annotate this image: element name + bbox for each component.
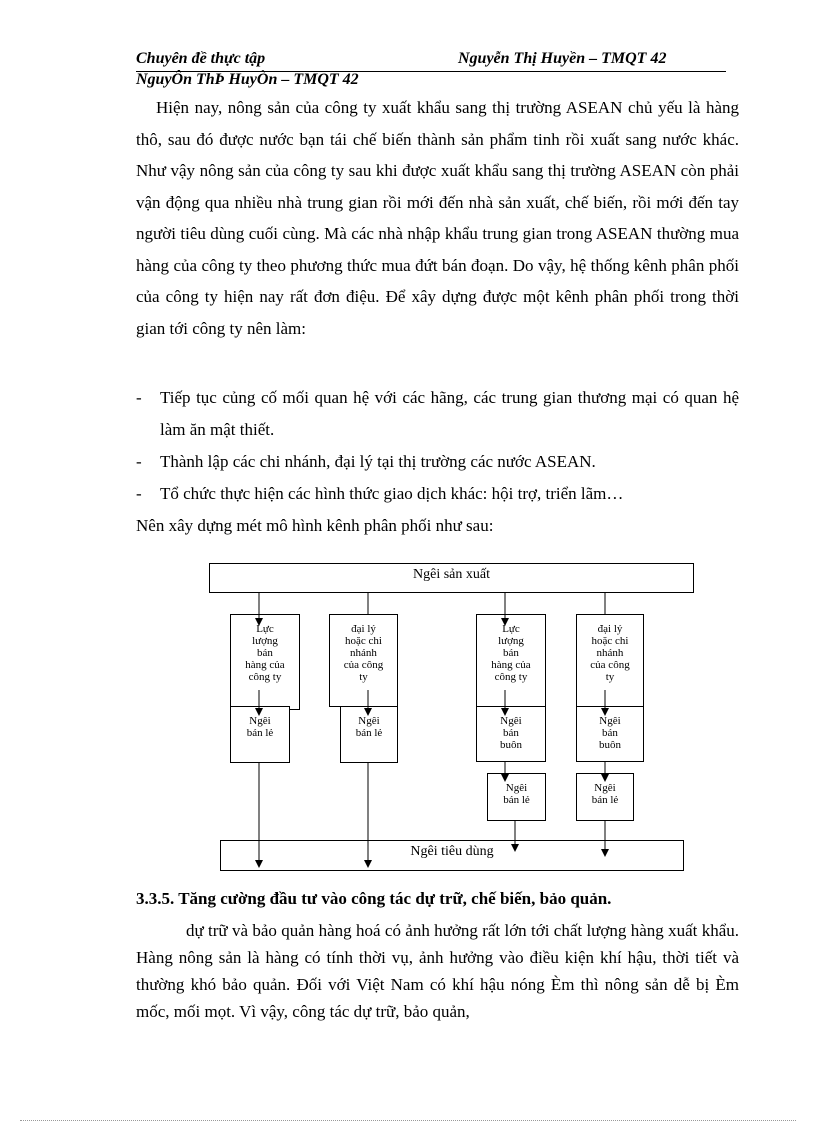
box-line: hoặc chi [345,635,382,647]
box-line: ty [605,671,615,683]
box-line: lượng [498,635,524,647]
sales-force-box [230,614,300,710]
box-line: Ngêi [599,715,621,727]
bullet-dash: - [136,388,142,407]
box-line: Lực [256,623,274,635]
box-line: đại lý [597,623,623,635]
consumer-box [220,840,684,871]
sales-force-box [476,614,546,710]
box-line: bán lẻ [246,727,274,739]
box-line: nhánh [596,647,624,659]
bullet-text: Tiếp tục củng cố mối quan hệ với các hãng, các trung gian thương mại có quan hệ làm ăn mật thiết. [160,388,739,439]
box-line: bán [602,727,618,739]
box-line: bán lẻ [591,794,619,806]
bullet-text: Tổ chức thực hiện các hình thức giao dịch khác: hội trợ, triển lãm… [160,484,624,503]
retailer-box [487,773,546,821]
header-left: Chuyên đề thực tập [136,50,266,67]
section-heading: 3.3.5. Tăng cường đầu tư vào công tác dự trữ, chế biến, bảo quản. [136,889,612,908]
box-line: ty [359,671,368,683]
box-line: Ngêi [358,715,380,727]
box-line: bán [503,647,519,659]
bullet-dash: - [136,452,142,471]
wholesaler-box [476,706,546,762]
box-line: của công [590,659,630,671]
box-line: bán [257,647,273,659]
model-intro: Nên xây dựng mét mô hình kênh phân phối như sau: [136,516,494,535]
box-line: lượng [252,635,278,647]
list-item [136,446,739,478]
box-line: của công [343,659,384,671]
retailer-box [340,706,398,763]
box-line: buôn [599,739,621,751]
box-line: Ngêi [594,782,616,794]
box-line: nhánh [350,647,377,659]
list-item [136,382,739,445]
box-line: hàng của [491,659,531,671]
box-line: buôn [500,739,522,751]
producer-label: Ngêi sản xuất [413,567,490,582]
box-line: bán lẻ [503,794,530,806]
box-line: bán [503,727,519,739]
box-line: hoặc chi [591,635,629,647]
box-line: công ty [248,671,282,683]
box-line: hàng của [245,659,285,671]
agent-box [576,614,644,710]
agent-box [329,614,398,707]
box-line: Ngêi [505,782,528,794]
consumer-label: Ngêi tiêu dùng [410,844,494,859]
wholesaler-box [576,706,644,762]
box-line: bán lẻ [355,727,383,739]
page-bottom-divider [20,1120,796,1121]
bullet-text: Thành lập các chi nhánh, đại lý tại thị trường các nước ASEAN. [160,452,596,471]
box-line: Lực [502,623,520,635]
box-line: Ngêi [249,715,271,727]
header-sub: NguyÔn ThÞ HuyÒn – TMQT 42 [136,71,359,88]
list-item [136,478,739,510]
producer-box [209,563,694,593]
bullet-dash: - [136,484,142,503]
retailer-box [230,706,290,763]
box-line: công ty [494,671,528,683]
retailer-box [576,773,634,821]
header-right: Nguyễn Thị Huyền – TMQT 42 [458,50,667,67]
paragraph-intro: Hiện nay, nông sản của công ty xuất khẩu sang thị trường ASEAN chủ yếu là hàng thô, sau đó được nước bạn tái chế biến thành sản phẩm tinh rồi xuất sang nước khác. Như vậy nông sản của công ty sau khi được xuất khẩu sang thị trường ASEAN còn phải vận động qua nhiều nhà trung gian rồi mới đến nhà sản xuất, chế biến, rồi mới đến tay người tiêu dùng cuối cùng. Mà các nhà nhập khẩu trung gian trong ASEAN thường mua hàng của công ty theo phương thức mua đứt bán đoạn. Do vậy, hệ thống kênh phân phối của công ty hiện nay rất đơn điệu. Để xây dựng được một kênh phân phối trong thời gian tới công ty nên làm: [136,98,739,338]
box-line: Ngêi [500,715,522,727]
box-line: đại lý [351,623,376,635]
paragraph-storage: dự trữ và bảo quản hàng hoá có ảnh hưởng rất lớn tới chất lượng hàng xuất khẩu. Hàng nông sản là hàng có tính thời vụ, ảnh hưởng vào điều kiện khí hậu, thời tiết và thường khó bảo quản. Đối với Việt Nam có khí hậu nóng Èm thì nông sản dễ bị Èm mốc, mối mọt. Vì vậy, công tác dự trữ, bảo quản, [136,921,739,1021]
